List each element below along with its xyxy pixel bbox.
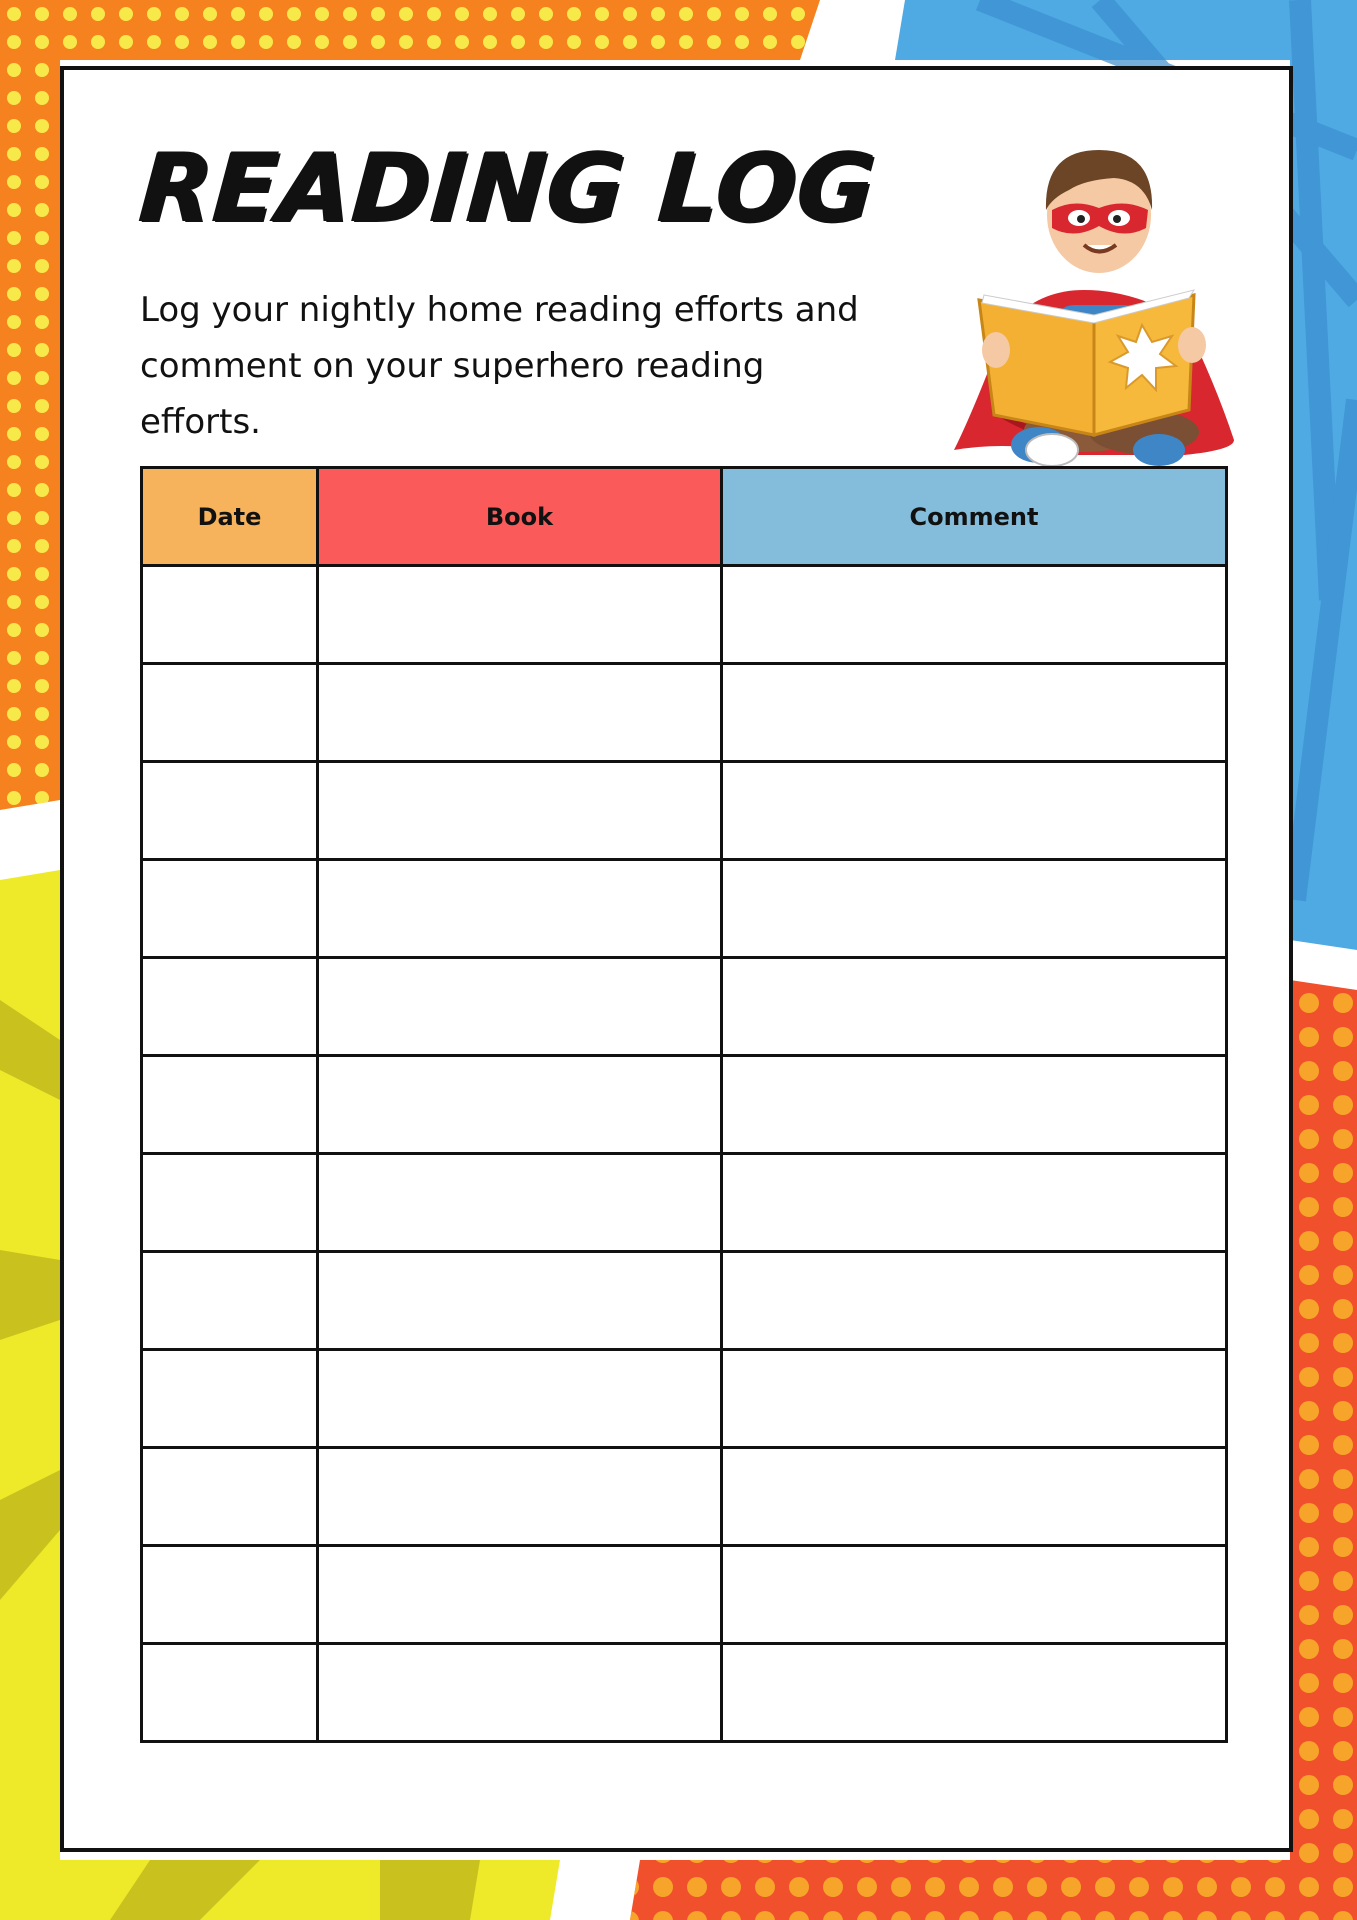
comment-cell[interactable]	[722, 958, 1227, 1056]
comment-cell[interactable]	[722, 1350, 1227, 1448]
date-cell[interactable]	[142, 566, 318, 664]
date-cell[interactable]	[142, 1350, 318, 1448]
date-cell[interactable]	[142, 1546, 318, 1644]
table-row	[142, 1448, 1227, 1546]
book-cell[interactable]	[318, 762, 722, 860]
table-row	[142, 762, 1227, 860]
table-row	[142, 860, 1227, 958]
date-cell[interactable]	[142, 958, 318, 1056]
column-header-book: Book	[318, 468, 722, 566]
instructions-text: Log your nightly home reading efforts and comment on your superhero reading efforts.	[140, 290, 859, 442]
table-body	[142, 566, 1227, 1742]
table-row	[142, 1546, 1227, 1644]
book-cell[interactable]	[318, 1154, 722, 1252]
superhero-reader-illustration	[934, 110, 1254, 490]
book-cell[interactable]	[318, 1252, 722, 1350]
table-header-row	[142, 468, 1227, 566]
comment-cell[interactable]	[722, 762, 1227, 860]
book-cell[interactable]	[318, 1448, 722, 1546]
comment-cell[interactable]	[722, 860, 1227, 958]
date-cell[interactable]	[142, 1644, 318, 1742]
book-cell[interactable]	[318, 664, 722, 762]
date-cell[interactable]	[142, 860, 318, 958]
table-row	[142, 1644, 1227, 1742]
reading-log-table	[140, 466, 1228, 1743]
table-row	[142, 566, 1227, 664]
date-cell[interactable]	[142, 1252, 318, 1350]
comment-cell[interactable]	[722, 1546, 1227, 1644]
table-row	[142, 1350, 1227, 1448]
book-cell[interactable]	[318, 1056, 722, 1154]
comment-cell[interactable]	[722, 1448, 1227, 1546]
table-row	[142, 1252, 1227, 1350]
comment-cell[interactable]	[722, 664, 1227, 762]
date-cell[interactable]	[142, 1448, 318, 1546]
table-row	[142, 1056, 1227, 1154]
book-cell[interactable]	[318, 566, 722, 664]
comment-cell[interactable]	[722, 1056, 1227, 1154]
comment-cell[interactable]	[722, 1644, 1227, 1742]
column-header-date: Date	[142, 468, 318, 566]
comment-cell[interactable]	[722, 1252, 1227, 1350]
book-cell[interactable]	[318, 860, 722, 958]
comment-cell[interactable]	[722, 1154, 1227, 1252]
date-cell[interactable]	[142, 762, 318, 860]
book-cell[interactable]	[318, 1644, 722, 1742]
page-title: READING LOG	[136, 134, 880, 243]
book-cell[interactable]	[318, 1350, 722, 1448]
reading-log-sheet	[60, 66, 1293, 1852]
book-cell[interactable]	[318, 958, 722, 1056]
date-cell[interactable]	[142, 1056, 318, 1154]
comment-cell[interactable]	[722, 566, 1227, 664]
table-row	[142, 664, 1227, 762]
table-row	[142, 1154, 1227, 1252]
book-cell[interactable]	[318, 1546, 722, 1644]
date-cell[interactable]	[142, 1154, 318, 1252]
table-row	[142, 958, 1227, 1056]
column-header-comment: Comment	[722, 468, 1227, 566]
date-cell[interactable]	[142, 664, 318, 762]
